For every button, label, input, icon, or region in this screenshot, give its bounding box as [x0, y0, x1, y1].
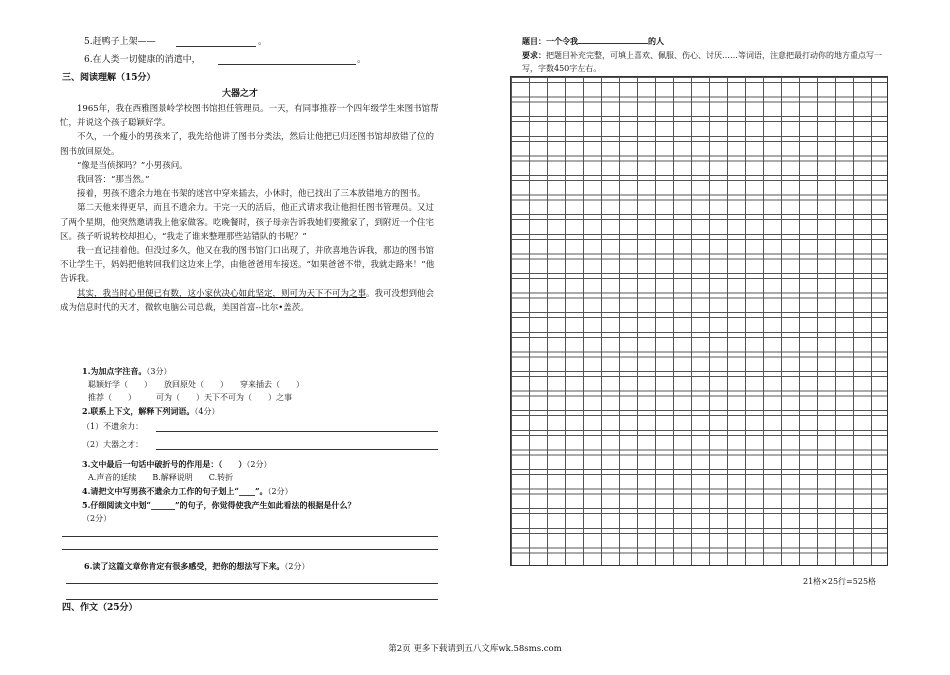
passage-body [60, 102, 440, 315]
paragraph-7: 我一直记挂着他。但没过多久，他又在我的图书馆门口出现了，并欣喜地告诉我，那边的图书馆不让学生干，妈妈把他转回我们这边来上学，由他爸爸用车接送。“如果爸爸不带，我就走路来！”他告诉我。 [60, 246, 435, 285]
paragraph-5: 接着，男孩不遗余力地在书架的迷宫中穿来插去，小休时，他已找出了三本放错地方的图书。 [77, 189, 426, 200]
q5-reading: 5.仔细阅读文中划“______”的句子，你觉得使我产生如此看法的根据是什么？ [82, 500, 356, 510]
essay-requirement: 要求：把题目补充完整，可填上喜欢、佩服、伤心、讨厌……等词语，注意把最打动你的地方重点写一写，字数450字左右。 [522, 50, 882, 73]
q5-text: 5.赶鸭子上架—— [84, 37, 156, 47]
q6-end: 。 [357, 55, 367, 65]
q5-blank [176, 46, 256, 47]
essay-writing-grid[interactable] [510, 76, 888, 566]
q1: 1.为加点字注音。（3分） [82, 366, 172, 376]
paragraph-6: 第二天他来得更早，而且不遗余力。干完一天的活后，他正式请求我让他担任图书管理员。又过了两个星期，他突然邀请我上他家做客。吃晚餐时，孩子母亲告诉我她们要搬家了，到附近一个住宅区。孩子听说转校却担心，“我走了谁来整理那些站错队的书呢？” [60, 203, 435, 242]
q6-text: 6.在人类一切健康的消遣中， [84, 55, 201, 65]
q3-options: A.声音的延续 B.解释说明 C.转折 [88, 473, 234, 482]
q2-a-line [156, 431, 438, 432]
q6-blank [218, 64, 356, 65]
q2: 2.联系上下文，解释下列词语。（4分） [82, 406, 220, 416]
q2-b: （2）大器之才： [82, 440, 144, 449]
paragraph-3: “像是当侦探吗？”小男孩问。 [77, 160, 188, 171]
q5-end: 。 [258, 37, 268, 47]
q6-reading: 6.读了这篇文章你肯定有很多感受，把你的想法写下来。（2分） [84, 561, 310, 571]
q6-answer-line-1 [66, 583, 438, 584]
q4: 4.请把文中写男孩不遗余力工作的句子划上“____”。（2分） [82, 486, 293, 496]
paragraph-4: 我回答：“那当然。” [77, 175, 150, 186]
paragraph-8 [60, 287, 440, 315]
essay-topic: 题目：一个令我 的人 [522, 36, 664, 46]
q5-reading-points: （2分） [82, 514, 112, 523]
section3-title: 三、阅读理解（15分） [62, 73, 156, 83]
page-footer: 第2页 更多下载请到五八文库wk.58sms.com [388, 644, 562, 654]
topic-blank [578, 35, 648, 44]
q2-a: （1）不遗余力： [82, 422, 144, 431]
q5-answer-line-2 [62, 549, 438, 550]
q6-answer-line-2 [66, 599, 438, 600]
paragraph-1: 1965年，我在西雅图景岭学校图书馆担任管理员。一天，有同事推荐一个四年级学生来图书馆帮忙，并说这个孩子聪颖好学。 [60, 104, 439, 129]
q5-answer-line-1 [62, 536, 438, 537]
q1-row2: 推荐（ ） 可为（ ）天下不可为（ ）之事 [88, 393, 292, 402]
q2-b-line [156, 449, 438, 450]
underlined-sentence: 其实，我当时心里便已有数，这小家伙决心如此坚定，则可为天下不可为之事 [77, 288, 367, 299]
paragraph-2: 不久，一个瘦小的男孩来了，我先给他讲了图书分类法，然后让他把已归还图书馆却放错了位的图书放回原处。 [60, 132, 435, 157]
grid-note: 21格×25行=525格 [803, 577, 877, 586]
section4-title: 四、作文（25分） [62, 603, 138, 613]
passage-title: 大器之才 [222, 89, 259, 99]
q1-row1: 聪颖好学（ ） 放回原处（ ） 穿来插去（ ） [88, 380, 304, 389]
paragraph-8-rest: 。我可没想到他会成为信息时代的天才，微软电脑公司总裁，美国首富--比尔•盖茨。 [60, 288, 435, 313]
q3: 3.文中最后一句话中破折号的作用是：（ ）（2分） [82, 459, 272, 469]
q5-fill-blank [84, 36, 156, 48]
